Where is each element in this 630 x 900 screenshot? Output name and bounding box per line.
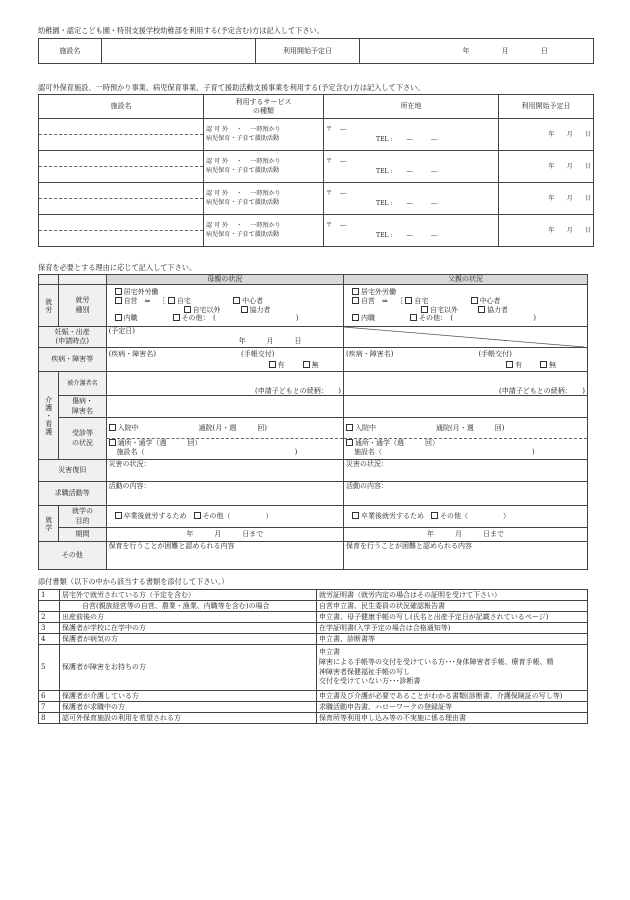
service-cell[interactable]: 認 可 外 ・ 一時預かり 病児保育・子育て援助活動: [204, 183, 324, 215]
father-header: 父親の状況: [343, 275, 587, 285]
attachment-row: 4 保護者が病気の方 申立書、診断書等: [39, 634, 588, 645]
diagonal-cross-line: [344, 327, 584, 347]
start-date-cell[interactable]: 年 月 日: [499, 151, 594, 183]
month-unit: 月: [501, 46, 509, 55]
consult-label: 受診等 の状況: [59, 418, 106, 460]
mother-header: 母親の状況: [106, 275, 343, 285]
work-type-label: 就労 種別: [59, 285, 106, 327]
attachment-row: 自営(親族経営等の自営、農業・漁業、内職等を含む)の場合 自営申立書、民生委員の状況確認報告書: [39, 601, 588, 612]
facility-name-cell[interactable]: [39, 151, 204, 183]
mother-disaster-cell[interactable]: 災害の状況：: [106, 460, 343, 482]
disease-label: 傷病・ 障害名: [59, 396, 106, 418]
study-label: 就学: [39, 506, 59, 542]
facility-row: [39, 151, 594, 183]
attachments-caption: 添付書類（以下の中から該当する書類を添付して下さい。）: [38, 577, 229, 586]
father-disease-cell[interactable]: [343, 396, 587, 418]
facility-name-cell[interactable]: [39, 119, 204, 151]
father-others-cell[interactable]: 保育を行うことが困難と認められる内容: [343, 542, 587, 570]
mother-relation-cell[interactable]: (申請子どもとの続柄： ): [106, 372, 343, 396]
start-date-cell[interactable]: 年 月 日: [499, 183, 594, 215]
start-date-label: 利用開始予定日: [255, 39, 360, 64]
care-label: 介護・看護: [39, 372, 59, 460]
unlicensed-care-table: [38, 94, 594, 247]
father-jobhunt-cell[interactable]: 活動の内容：: [343, 482, 587, 506]
mother-consult-cell[interactable]: 入院中 通院(月・週 回) 通所・通学（週 回） 施設名（ ): [106, 418, 343, 460]
mother-others-cell[interactable]: 保育を行うことが困難と認められる内容: [106, 542, 343, 570]
address-cell[interactable]: 〒 ― TEL : ― ―: [324, 151, 499, 183]
pregnancy-label: 妊娠・出産 (申請時点): [39, 327, 107, 348]
service-cell[interactable]: 認 可 外 ・ 一時預かり 病児保育・子育て援助活動: [204, 215, 324, 247]
reason-caption: 保育を必要とする理由に応じて記入して下さい。: [38, 263, 197, 272]
kindergarten-caption: 幼稚園・認定こども園・特別支援学校幼稚部を利用する(予定含む)方は記入して下さい。: [38, 26, 324, 35]
facility-row: [39, 119, 594, 151]
service-cell[interactable]: 認 可 外 ・ 一時預かり 病児保育・子育て援助活動: [204, 119, 324, 151]
attachment-row: 2 出産前後の方 申立書、母子健康手帳の写し(氏名と出産予定日が記載されているページ): [39, 612, 588, 623]
facility-name-cell[interactable]: [39, 183, 204, 215]
attachment-row: 6 保護者が介護している方 申立書及び介護が必要であることがわかる書類(診断書、介護保険証の写し等): [39, 691, 588, 702]
attachment-row: 8 認可外保育施設の利用を希望される方 保育所等利用申し込み等の不実施に係る理由書: [39, 713, 588, 724]
day-unit: 日: [540, 46, 548, 55]
jobhunt-label: 求職活動等: [39, 482, 107, 506]
father-disaster-cell[interactable]: 災害の状況：: [343, 460, 587, 482]
attachment-row: 5 保護者が障害をお持ちの方 申立書 障害による手帳等の交付を受けている方･･･身体障害者手帳、療育手帳、精 神障害者保健福祉手帳の写し 交付を受けていない方･･･診断書: [39, 645, 588, 691]
father-consult-cell[interactable]: 入院中 通院(月・週 回) 通所・通学（週 回） 施設名（ ): [343, 418, 587, 460]
attachment-row: 7 保護者が求職中の方 求職活動申告書、ハローワークの登録証等: [39, 702, 588, 713]
reason-table: [38, 274, 588, 570]
mother-jobhunt-cell[interactable]: 活動の内容：: [106, 482, 343, 506]
mother-study-period-cell[interactable]: 年 月 日まで: [106, 528, 343, 542]
address-cell[interactable]: 〒 ― TEL : ― ―: [324, 215, 499, 247]
kindergarten-table: [38, 38, 594, 64]
year-unit: 年: [462, 46, 470, 55]
facility-row: [39, 215, 594, 247]
attachment-row: 3 保護者が学校に在学中の方 在学証明書(入学予定の場合は合格通知等): [39, 623, 588, 634]
cared-person-label: 被介護者名: [59, 372, 106, 396]
mother-work-cell[interactable]: 居宅外労働 自営 ⇒ ［ 自宅 中心者 自宅以外 協力者 内職 その他： ( ): [106, 285, 343, 327]
mother-study-purpose-cell[interactable]: 卒業後就労するため その他（ ）: [106, 506, 343, 528]
father-due-cell-crossed: [343, 327, 587, 348]
col-service: 利用するサービス の種類: [204, 95, 324, 119]
facility-input[interactable]: [101, 39, 255, 64]
others-label: その他: [39, 542, 107, 570]
service-cell[interactable]: 認 可 外 ・ 一時預かり 病児保育・子育て援助活動: [204, 151, 324, 183]
col-facility: 施設名: [39, 95, 204, 119]
facility-label: 施設名: [39, 39, 102, 64]
father-work-cell[interactable]: 居宅外労働 自営 ⇒ ［ 自宅 中心者 自宅以外 協力者 内職 その他： ( ): [343, 285, 587, 327]
father-illness-cell[interactable]: (疾病・障害名) (手帳交付) 有 無: [343, 348, 587, 372]
study-period-label: 期間: [59, 528, 106, 542]
col-address: 所在地: [324, 95, 499, 119]
father-relation-cell[interactable]: (申請子どもとの続柄： ): [343, 372, 587, 396]
illness-label: 疾病・障害等: [39, 348, 107, 372]
start-date-input[interactable]: [360, 39, 594, 64]
disaster-label: 災害復旧: [39, 460, 107, 482]
father-study-period-cell[interactable]: 年 月 日まで: [343, 528, 587, 542]
address-cell[interactable]: 〒 ― TEL : ― ―: [324, 119, 499, 151]
mother-due-cell[interactable]: (予定日) 年 月 日: [106, 327, 343, 348]
mother-disease-cell[interactable]: [106, 396, 343, 418]
facility-row: [39, 183, 594, 215]
study-purpose-label: 就学の 目的: [59, 506, 106, 528]
start-date-cell[interactable]: 年 月 日: [499, 215, 594, 247]
start-date-cell[interactable]: 年 月 日: [499, 119, 594, 151]
work-label: 就労: [39, 285, 59, 327]
address-cell[interactable]: 〒 ― TEL : ― ―: [324, 183, 499, 215]
mother-illness-cell[interactable]: (疾病・障害名) (手帳交付) 有 無: [106, 348, 343, 372]
col-start: 利用開始予定日: [499, 95, 594, 119]
attachments-table: [38, 589, 588, 724]
attachment-row: 1 居宅外で就労されている方（予定を含む） 就労証明書（就労内定の場合はその証明を受けて下さい）: [39, 590, 588, 601]
father-study-purpose-cell[interactable]: 卒業後就労するため その他（ ）: [343, 506, 587, 528]
unlicensed-care-caption: 認可外保育施設、一時預かり事業、病児保育事業、子育て援助活動支援事業を利用する(予定含む)方は記入して下さい。: [38, 83, 425, 92]
facility-name-cell[interactable]: [39, 215, 204, 247]
